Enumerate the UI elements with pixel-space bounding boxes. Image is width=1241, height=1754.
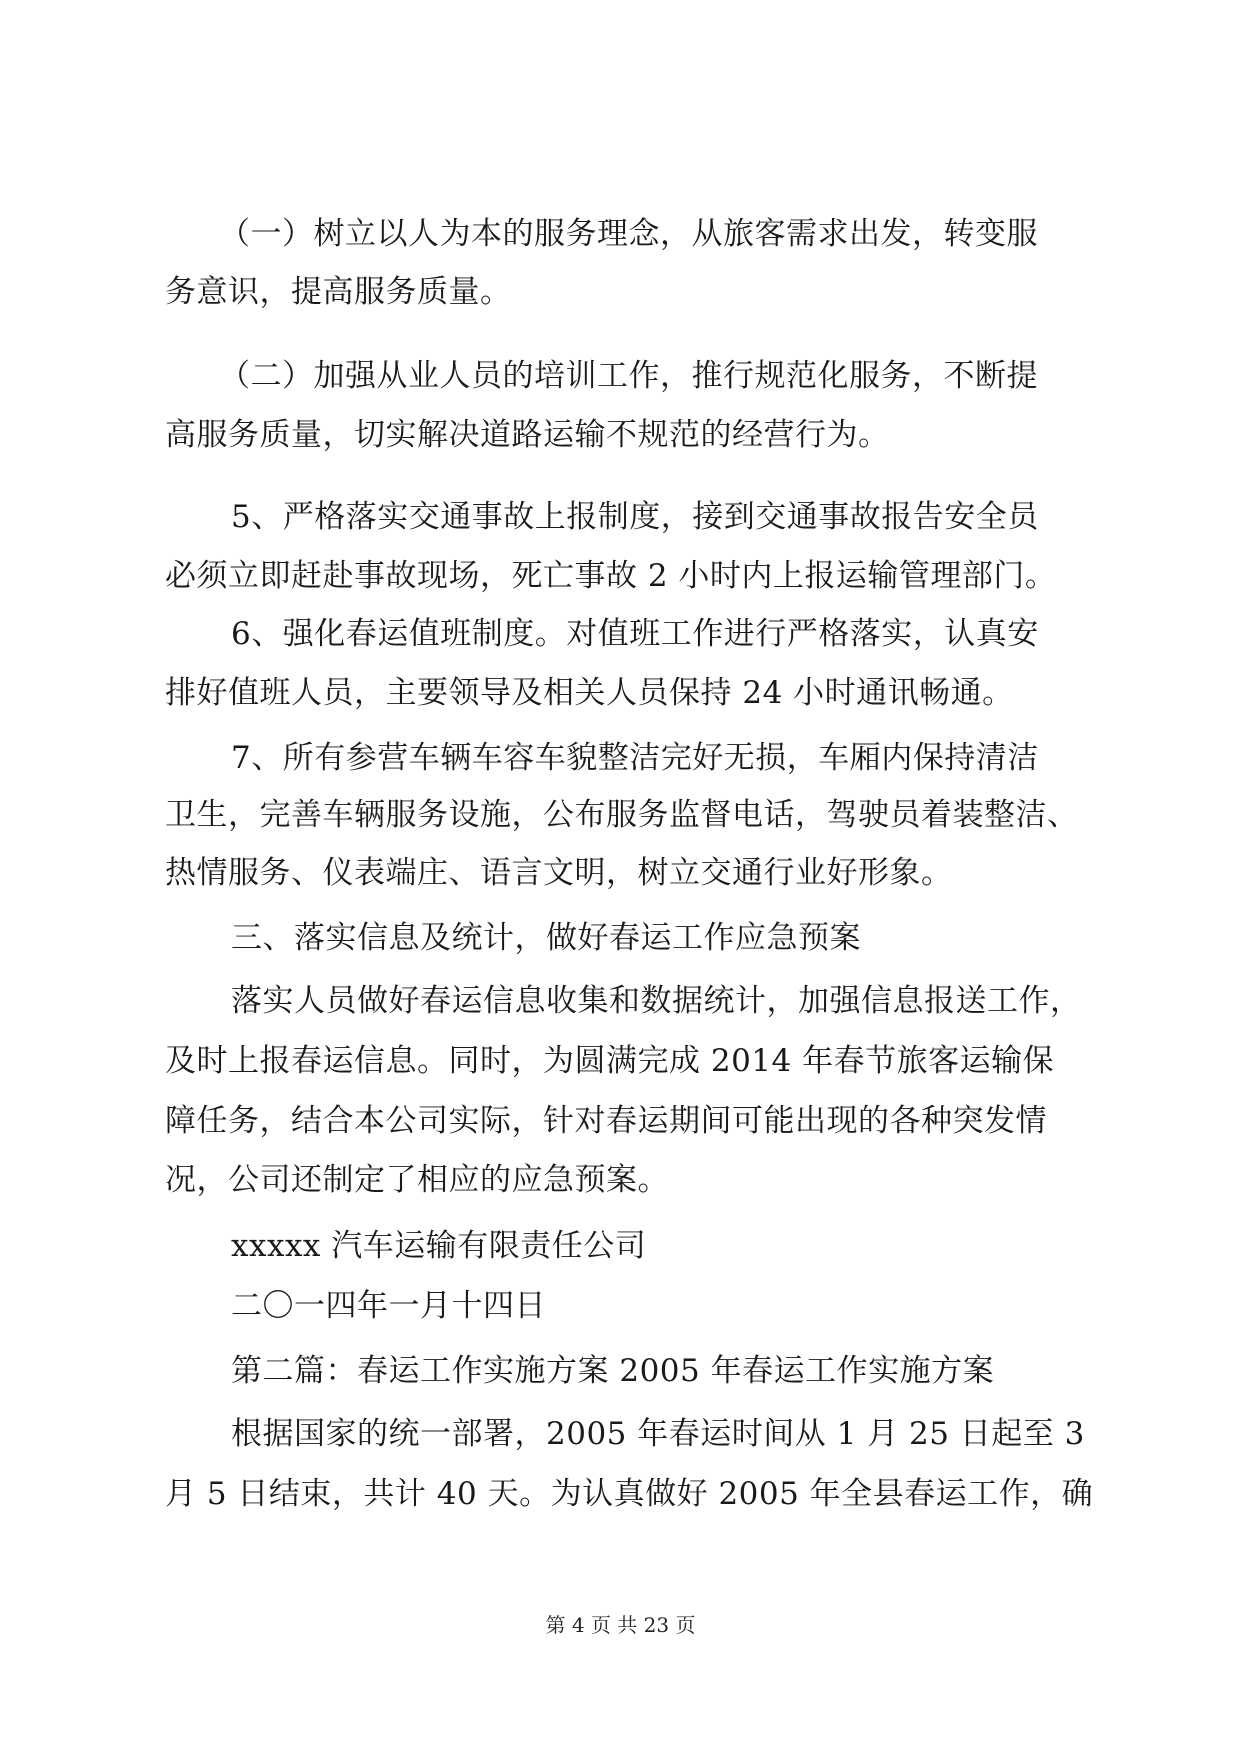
text-line: 7、所有参营车辆车容车貌整洁完好无损，车厢内保持清洁 [231, 740, 1039, 776]
text-line: 热情服务、仪表端庄、语言文明，树立交通行业好形象。 [165, 855, 953, 891]
text-line: 必须立即赶赴事故现场，死亡事故 2 小时内上报运输管理部门。 [165, 558, 1057, 594]
text-line: 5、严格落实交通事故上报制度，接到交通事故报告安全员 [231, 499, 1039, 535]
company-name: xxxxx 汽车运输有限责任公司 [231, 1228, 647, 1264]
document-date: 二〇一四年一月十四日 [231, 1288, 546, 1324]
text-line: 高服务质量，切实解决道路运输不规范的经营行为。 [165, 417, 890, 453]
text-line: 障任务，结合本公司实际，针对春运期间可能出现的各种突发情 [165, 1103, 1047, 1139]
text-line: 务意识，提高服务质量。 [165, 274, 512, 310]
text-line: 6、强化春运值班制度。对值班工作进行严格落实，认真安 [231, 616, 1039, 652]
text-line: 及时上报春运信息。同时，为圆满完成 2014 年春节旅客运输保 [165, 1043, 1055, 1079]
text-line: （二）加强从业人员的培训工作，推行规范化服务，不断提 [219, 358, 1038, 394]
text-line: 况，公司还制定了相应的应急预案。 [165, 1162, 669, 1198]
text-line: 落实人员做好春运信息收集和数据统计，加强信息报送工作， [231, 983, 1082, 1019]
text-line: 根据国家的统一部署，2005 年春运时间从 1 月 25 日起至 3 [231, 1416, 1085, 1452]
page-footer: 第 4 页 共 23 页 [545, 1613, 696, 1637]
chapter-heading: 第二篇：春运工作实施方案 2005 年春运工作实施方案 [231, 1353, 995, 1389]
text-line: （一）树立以人为本的服务理念，从旅客需求出发，转变服 [219, 216, 1038, 252]
text-line: 月 5 日结束，共计 40 天。为认真做好 2005 年全县春运工作，确 [165, 1476, 1094, 1512]
section-heading: 三、落实信息及统计，做好春运工作应急预案 [231, 920, 861, 956]
text-line: 卫生，完善车辆服务设施，公布服务监督电话，驾驶员着装整洁、 [165, 797, 1079, 833]
text-line: 排好值班人员，主要领导及相关人员保持 24 小时通讯畅通。 [165, 675, 1014, 711]
